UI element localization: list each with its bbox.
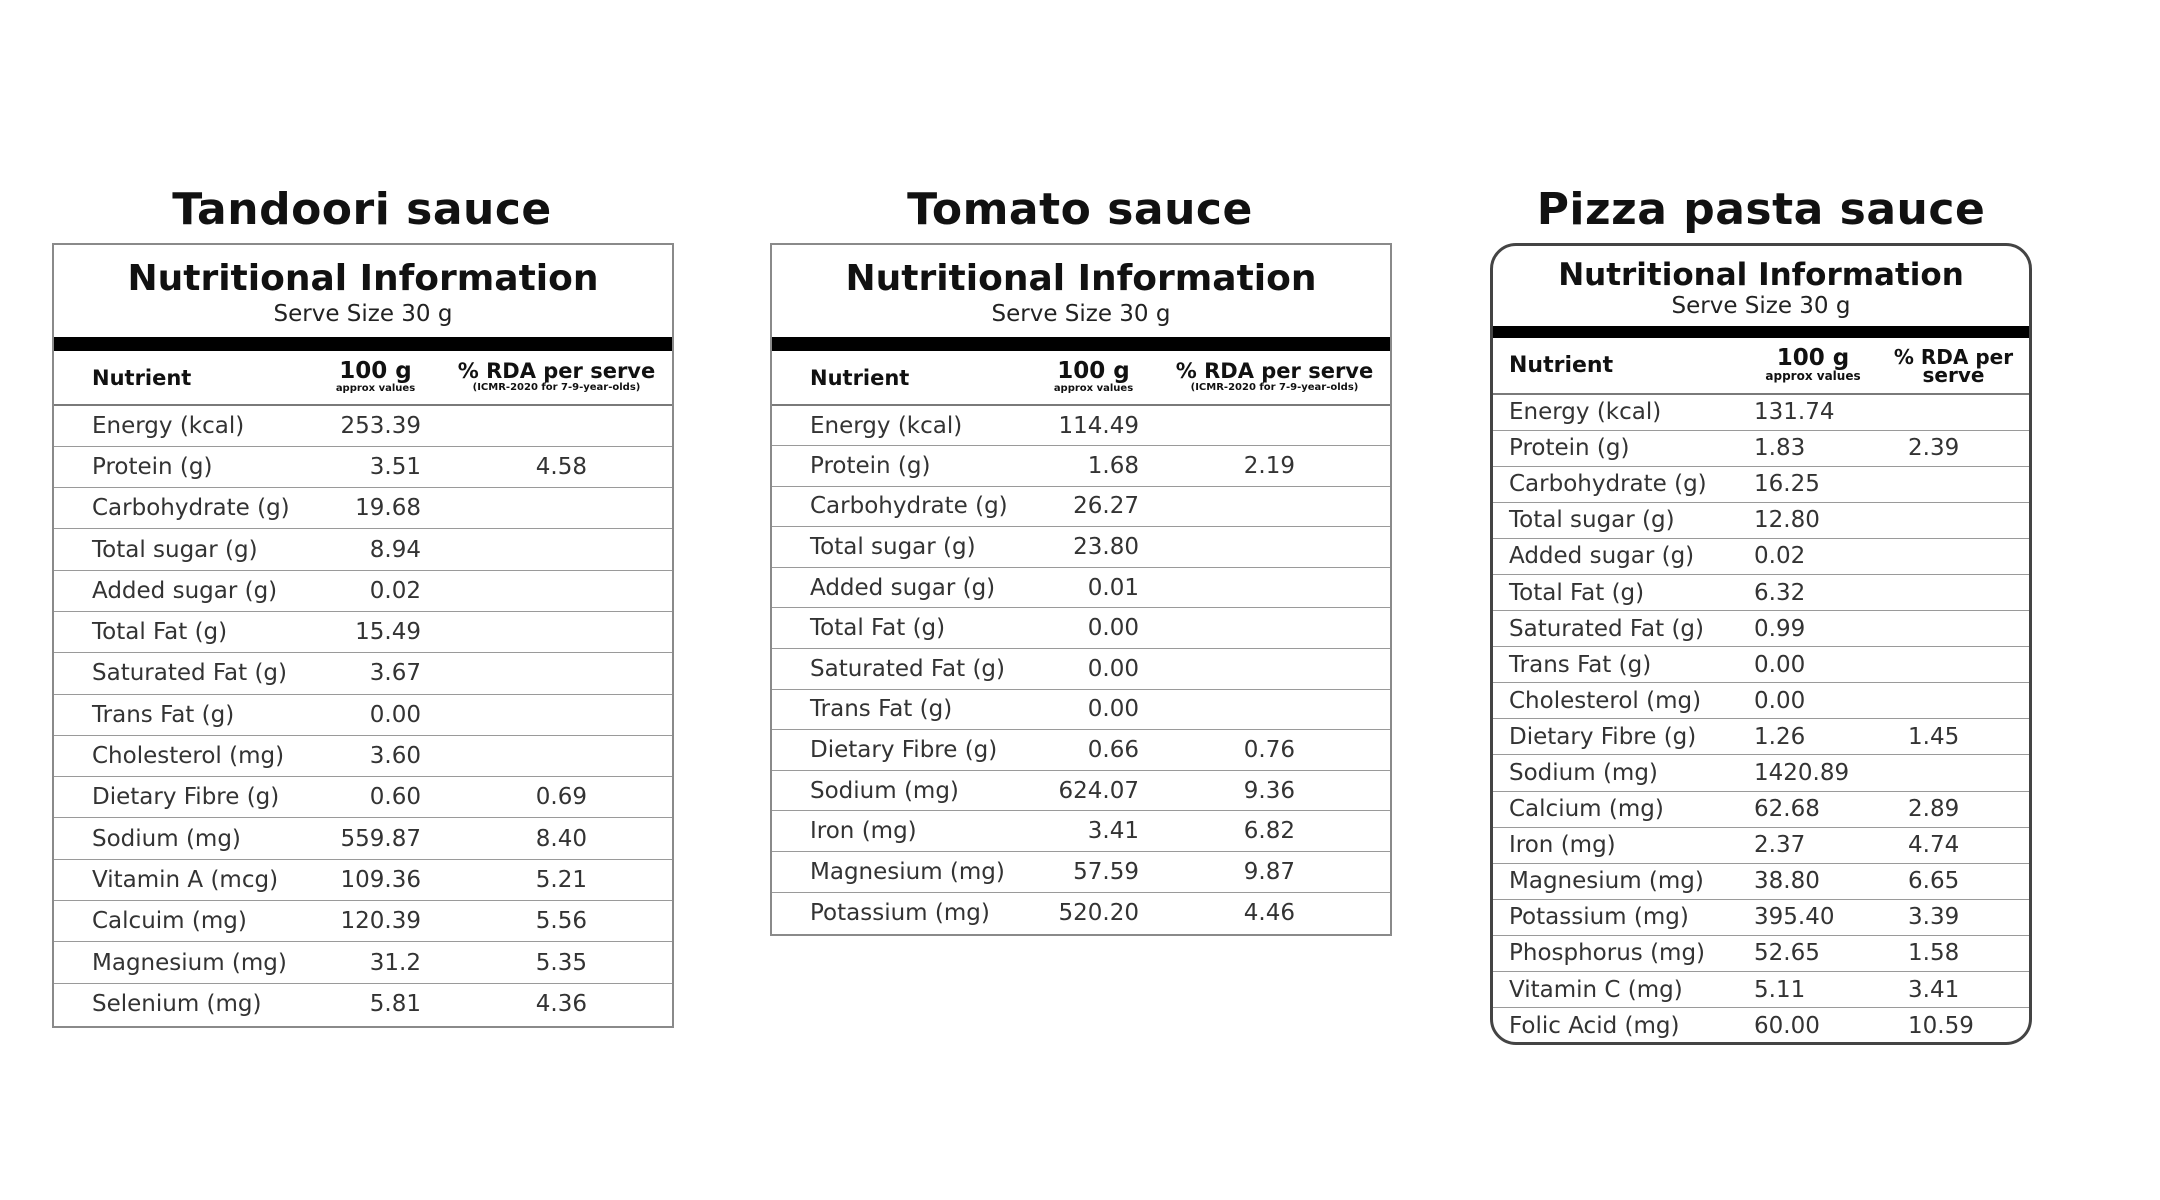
rda-value <box>427 570 672 611</box>
nutrient-name: Trans Fat (g) <box>54 694 304 735</box>
per-100g-value: 131.74 <box>1748 394 1878 430</box>
table-row <box>54 694 672 735</box>
nutrient-name: Calcuim (mg) <box>54 901 304 942</box>
rda-value <box>1878 755 2029 791</box>
table-row <box>1493 935 2029 971</box>
rda-value <box>1878 647 2029 683</box>
rda-value: 0.76 <box>1145 730 1390 771</box>
product-title-pizza-pasta: Pizza pasta sauce <box>1536 184 1986 235</box>
per-100g-value: 5.11 <box>1748 972 1878 1008</box>
per-100g-value: 120.39 <box>304 901 427 942</box>
table-row <box>54 570 672 611</box>
table-row <box>1493 683 2029 719</box>
nutrient-name: Energy (kcal) <box>1493 394 1748 430</box>
table-row <box>1493 1008 2029 1044</box>
column-header-nutrient: Nutrient <box>772 351 1022 405</box>
table-row <box>54 611 672 652</box>
table-row <box>772 486 1390 527</box>
per-100g-value: 52.65 <box>1748 935 1878 971</box>
rda-value: 4.46 <box>1243 899 1295 926</box>
nutrient-name: Saturated Fat (g) <box>772 649 1022 690</box>
nutrient-name: Carbohydrate (g) <box>1493 466 1748 502</box>
nutrient-name: Total Fat (g) <box>54 611 304 652</box>
per-100g-value: 1.83 <box>1748 430 1878 466</box>
label-heading: Nutritional Information <box>845 258 1317 299</box>
table-row <box>772 689 1390 730</box>
rda-value: 6.82 <box>1145 811 1390 852</box>
table-row <box>54 653 672 694</box>
rda-value: 4.74 <box>1878 827 2029 863</box>
per-100g-value: 0.99 <box>1748 611 1878 647</box>
per-100g-value: 23.80 <box>1022 527 1145 568</box>
per-100g-value: 114.49 <box>1022 405 1145 446</box>
per-100g-value: 3.41 <box>1022 811 1145 852</box>
per-100g-value: 520.20 <box>1058 899 1139 926</box>
col-rda-note: (ICMR-2020 for 7-9-year-olds) <box>1190 382 1359 394</box>
table-row <box>772 446 1390 487</box>
product-title-tomato: Tomato sauce <box>907 184 1253 235</box>
table-row <box>772 811 1390 852</box>
serve-size: Serve Size 30 g <box>273 301 453 327</box>
rda-value: 8.40 <box>427 818 672 859</box>
per-100g-value: 0.00 <box>1022 689 1145 730</box>
label-header <box>772 245 1390 337</box>
table-row <box>1493 538 2029 574</box>
per-100g-value: 253.39 <box>304 405 427 446</box>
table-row <box>54 942 672 983</box>
nutrient-name: Cholesterol (mg) <box>1493 683 1748 719</box>
nutrient-name: Iron (mg) <box>772 811 1022 852</box>
per-100g-value: 57.59 <box>1022 852 1145 893</box>
col-100g-note: approx values <box>1053 383 1134 395</box>
per-100g-value: 3.60 <box>304 735 427 776</box>
table-row <box>772 405 1390 446</box>
serve-size: Serve Size 30 g <box>1671 293 1851 319</box>
nutrient-name: Magnesium (mg) <box>1493 863 1748 899</box>
col-rda-label: % RDA per serve <box>1175 359 1374 384</box>
column-header-nutrient: Nutrient <box>1493 338 1748 394</box>
nutrition-label-tandoori <box>52 243 674 1028</box>
header-divider <box>1493 326 2029 338</box>
nutrient-name: Dietary Fibre (g) <box>54 777 304 818</box>
col-100g-note: approx values <box>335 383 416 395</box>
nutrient-name: Vitamin C (mg) <box>1493 972 1748 1008</box>
nutrient-name: Sodium (mg) <box>772 770 1022 811</box>
table-row <box>54 735 672 776</box>
rda-value <box>427 694 672 735</box>
nutrient-name: Carbohydrate (g) <box>54 488 304 529</box>
nutrient-name: Potassium (mg) <box>1493 899 1748 935</box>
table-row <box>1493 574 2029 610</box>
per-100g-value: 3.51 <box>304 446 427 487</box>
per-100g-value: 0.00 <box>1748 647 1878 683</box>
rda-value <box>427 405 672 446</box>
nutrient-name: Energy (kcal) <box>772 405 1022 446</box>
nutrition-label-pizza-pasta <box>1490 243 2032 1045</box>
label-header <box>54 245 672 337</box>
table-row <box>54 777 672 818</box>
rda-value <box>1145 608 1390 649</box>
rda-value <box>1145 527 1390 568</box>
rda-value <box>1878 538 2029 574</box>
rda-value <box>427 529 672 570</box>
rda-value <box>1878 394 2029 430</box>
col-rda-label: % RDA per serve <box>457 359 656 384</box>
table-row <box>772 770 1390 811</box>
table-row <box>772 567 1390 608</box>
per-100g-value: 15.49 <box>304 611 427 652</box>
per-100g-value: 1.26 <box>1748 719 1878 755</box>
rda-value: 2.39 <box>1878 430 2029 466</box>
rda-value <box>1878 574 2029 610</box>
product-title-tandoori: Tandoori sauce <box>172 184 552 235</box>
nutrient-name: Vitamin A (mcg) <box>54 859 304 900</box>
table-header-row <box>54 351 672 405</box>
nutrient-name: Dietary Fibre (g) <box>1493 719 1748 755</box>
rda-value: 3.39 <box>1878 899 2029 935</box>
per-100g-value: 8.94 <box>304 529 427 570</box>
nutrient-name: Energy (kcal) <box>54 405 304 446</box>
nutrient-name: Sodium (mg) <box>1493 755 1748 791</box>
per-100g-value: 0.01 <box>1022 567 1145 608</box>
nutrient-name: Calcium (mg) <box>1493 791 1748 827</box>
per-100g-value: 5.81 <box>369 991 421 1018</box>
table-row <box>54 983 672 1024</box>
rda-value <box>1145 405 1390 446</box>
nutrient-name: Iron (mg) <box>1493 827 1748 863</box>
table-row <box>772 892 1390 933</box>
nutrient-name: Protein (g) <box>1493 430 1748 466</box>
per-100g-value: 31.2 <box>304 942 427 983</box>
col-100g-note: approx values <box>1765 369 1861 384</box>
rda-value: 3.41 <box>1878 972 2029 1008</box>
nutrient-name: Carbohydrate (g) <box>772 486 1022 527</box>
table-header-row <box>772 351 1390 405</box>
nutrient-name: Total sugar (g) <box>54 529 304 570</box>
nutrition-table <box>54 351 672 1024</box>
column-header-100g <box>304 351 427 405</box>
rda-value <box>427 735 672 776</box>
col-100g-label: 100 g <box>339 358 412 385</box>
table-row <box>1493 430 2029 466</box>
per-100g-value: 0.00 <box>304 694 427 735</box>
label-heading: Nutritional Information <box>127 258 599 299</box>
table-row <box>772 527 1390 568</box>
table-row <box>54 818 672 859</box>
nutrient-name: Protein (g) <box>772 446 1022 487</box>
rda-value: 2.89 <box>1878 791 2029 827</box>
per-100g-value: 12.80 <box>1748 502 1878 538</box>
column-header-nutrient: Nutrient <box>54 351 304 405</box>
per-100g-value: 16.25 <box>1748 466 1878 502</box>
per-100g-value: 0.02 <box>304 570 427 611</box>
per-100g-value: 3.67 <box>304 653 427 694</box>
nutrient-name: Magnesium (mg) <box>772 852 1022 893</box>
per-100g-value: 559.87 <box>304 818 427 859</box>
rda-value: 5.21 <box>427 859 672 900</box>
rda-value <box>1878 466 2029 502</box>
table-header-row <box>1493 338 2029 394</box>
per-100g-value: 2.37 <box>1748 827 1878 863</box>
nutrient-name: Total Fat (g) <box>772 608 1022 649</box>
per-100g-value: 1.68 <box>1022 446 1145 487</box>
nutrient-name: Added sugar (g) <box>54 570 304 611</box>
nutrient-name: Dietary Fibre (g) <box>772 730 1022 771</box>
col-100g-label: 100 g <box>1057 358 1130 385</box>
column-header-100g <box>1022 351 1145 405</box>
nutrient-name: Phosphorus (mg) <box>1493 935 1748 971</box>
per-100g-value: 62.68 <box>1748 791 1878 827</box>
col-100g-label: 100 g <box>1776 345 1850 372</box>
nutrient-name: Saturated Fat (g) <box>1493 611 1748 647</box>
col-rda-note: (ICMR-2020 for 7-9-year-olds) <box>472 382 641 394</box>
table-row <box>772 852 1390 893</box>
rda-value <box>1145 567 1390 608</box>
table-row <box>1493 502 2029 538</box>
table-row <box>1493 611 2029 647</box>
table-row <box>54 859 672 900</box>
nutrition-table <box>772 351 1390 933</box>
nutrient-name: Saturated Fat (g) <box>54 653 304 694</box>
nutrient-name: Magnesium (mg) <box>54 942 304 983</box>
table-row <box>772 649 1390 690</box>
rda-value: 9.87 <box>1145 852 1390 893</box>
table-row <box>1493 899 2029 935</box>
nutrient-name: Folic Acid (mg) <box>1509 1012 1680 1039</box>
per-100g-value: 1420.89 <box>1748 755 1878 791</box>
table-row <box>1493 791 2029 827</box>
rda-value <box>1145 486 1390 527</box>
label-heading: Nutritional Information <box>1558 257 1964 293</box>
rda-value <box>427 611 672 652</box>
column-header-rda <box>427 351 672 405</box>
per-100g-value: 0.00 <box>1022 608 1145 649</box>
serve-size: Serve Size 30 g <box>991 301 1171 327</box>
per-100g-value: 26.27 <box>1022 486 1145 527</box>
rda-value <box>1145 689 1390 730</box>
nutrient-name: Total Fat (g) <box>1493 574 1748 610</box>
col-rda-label: % RDA per serve <box>1893 344 2014 387</box>
rda-value: 10.59 <box>1908 1012 1974 1039</box>
rda-value: 5.56 <box>427 901 672 942</box>
nutrition-table <box>1493 338 2029 1044</box>
per-100g-value: 19.68 <box>304 488 427 529</box>
nutrient-name: Total sugar (g) <box>772 527 1022 568</box>
nutrient-name: Sodium (mg) <box>54 818 304 859</box>
column-header-rda <box>1145 351 1390 405</box>
table-row <box>1493 972 2029 1008</box>
per-100g-value: 0.60 <box>304 777 427 818</box>
table-row <box>1493 647 2029 683</box>
per-100g-value: 0.66 <box>1022 730 1145 771</box>
rda-value: 2.19 <box>1145 446 1390 487</box>
table-row <box>772 730 1390 771</box>
rda-value: 4.58 <box>427 446 672 487</box>
table-row <box>1493 827 2029 863</box>
per-100g-value: 109.36 <box>304 859 427 900</box>
nutrient-name: Selenium (mg) <box>92 991 262 1018</box>
label-header <box>1493 246 2029 326</box>
rda-value: 9.36 <box>1145 770 1390 811</box>
table-row <box>54 901 672 942</box>
rda-value <box>1878 502 2029 538</box>
nutrient-name: Trans Fat (g) <box>1493 647 1748 683</box>
per-100g-value: 38.80 <box>1748 863 1878 899</box>
rda-value: 1.58 <box>1878 935 2029 971</box>
per-100g-value: 0.00 <box>1022 649 1145 690</box>
nutrient-name: Potassium (mg) <box>810 899 990 926</box>
column-header-rda <box>1878 338 2029 394</box>
nutrient-name: Protein (g) <box>54 446 304 487</box>
nutrient-name: Added sugar (g) <box>1493 538 1748 574</box>
table-row <box>772 608 1390 649</box>
per-100g-value: 0.00 <box>1748 683 1878 719</box>
nutrient-name: Cholesterol (mg) <box>54 735 304 776</box>
rda-value: 5.35 <box>427 942 672 983</box>
table-row <box>1493 755 2029 791</box>
table-row <box>1493 863 2029 899</box>
rda-value <box>427 653 672 694</box>
per-100g-value: 6.32 <box>1748 574 1878 610</box>
per-100g-value: 60.00 <box>1754 1012 1820 1039</box>
per-100g-value: 0.02 <box>1748 538 1878 574</box>
rda-value: 6.65 <box>1878 863 2029 899</box>
rda-value <box>1878 683 2029 719</box>
table-row <box>54 488 672 529</box>
rda-value <box>1878 611 2029 647</box>
table-row <box>1493 466 2029 502</box>
nutrient-name: Total sugar (g) <box>1493 502 1748 538</box>
nutrient-name: Added sugar (g) <box>772 567 1022 608</box>
rda-value: 1.45 <box>1878 719 2029 755</box>
per-100g-value: 395.40 <box>1748 899 1878 935</box>
rda-value: 4.36 <box>535 991 587 1018</box>
table-row <box>54 529 672 570</box>
column-header-100g <box>1748 338 1878 394</box>
rda-value <box>427 488 672 529</box>
header-divider <box>54 337 672 351</box>
rda-value: 0.69 <box>427 777 672 818</box>
table-row <box>1493 394 2029 430</box>
header-divider <box>772 337 1390 351</box>
table-row <box>1493 719 2029 755</box>
nutrition-label-tomato <box>770 243 1392 936</box>
table-row <box>54 446 672 487</box>
rda-value <box>1145 649 1390 690</box>
per-100g-value: 624.07 <box>1022 770 1145 811</box>
table-row <box>54 405 672 446</box>
nutrient-name: Trans Fat (g) <box>772 689 1022 730</box>
